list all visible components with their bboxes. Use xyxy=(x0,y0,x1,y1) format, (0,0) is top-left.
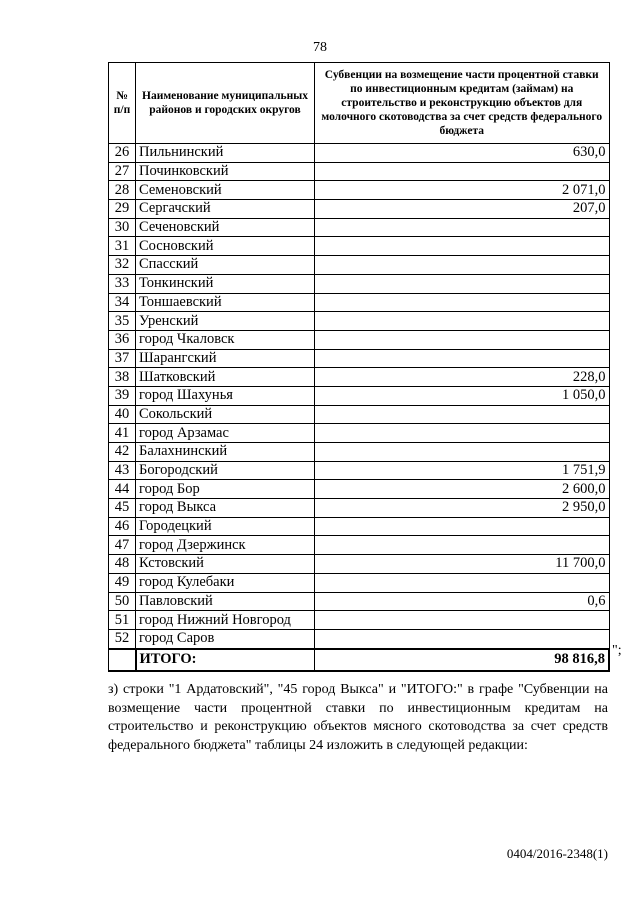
row-district-name: Сергачский xyxy=(136,200,315,219)
table-row xyxy=(109,461,610,480)
document-code: 0404/2016-2348(1) xyxy=(506,846,608,861)
row-district-name: город Бор xyxy=(136,480,315,499)
row-subsidy-value xyxy=(315,424,610,443)
row-subsidy-value: 2 950,0 xyxy=(315,499,610,518)
row-district-name: Тонкинский xyxy=(136,274,315,293)
row-subsidy-value xyxy=(315,330,610,349)
row-number: 44 xyxy=(109,480,136,499)
row-number: 36 xyxy=(109,330,136,349)
row-subsidy-value: 2 600,0 xyxy=(315,480,610,499)
row-number: 37 xyxy=(109,349,136,368)
row-number: 34 xyxy=(109,293,136,312)
row-number: 50 xyxy=(109,592,136,611)
row-number: 39 xyxy=(109,386,136,405)
table-row xyxy=(109,555,610,574)
row-number: 49 xyxy=(109,573,136,592)
table-row xyxy=(109,517,610,536)
row-subsidy-value xyxy=(315,274,610,293)
row-district-name: Шатковский xyxy=(136,368,315,387)
row-district-name: город Шахунья xyxy=(136,386,315,405)
table-row xyxy=(109,480,610,499)
row-number: 43 xyxy=(109,461,136,480)
row-district-name: Спасский xyxy=(136,256,315,275)
header-district-name: Наименование муниципальных районов и городских округов xyxy=(136,63,315,144)
row-subsidy-value xyxy=(315,312,610,331)
table-row xyxy=(109,349,610,368)
header-subsidy: Субвенции на возмещение части процентной ставки по инвестиционным кредитам (займам) на строительство и реконструкцию объектов для молочного скотоводства за счет средств федерального бюджета xyxy=(315,63,610,144)
row-subsidy-value xyxy=(315,611,610,630)
row-district-name: город Выкса xyxy=(136,499,315,518)
row-number: 33 xyxy=(109,274,136,293)
row-subsidy-value: 228,0 xyxy=(315,368,610,387)
row-subsidy-value xyxy=(315,162,610,181)
row-subsidy-value xyxy=(315,293,610,312)
table-body xyxy=(109,144,610,649)
row-subsidy-value xyxy=(315,237,610,256)
row-number: 48 xyxy=(109,555,136,574)
row-district-name: Сеченовский xyxy=(136,218,315,237)
row-district-name: Сокольский xyxy=(136,405,315,424)
table-row xyxy=(109,293,610,312)
row-subsidy-value xyxy=(315,349,610,368)
row-district-name: Балахнинский xyxy=(136,443,315,462)
row-district-name: город Чкаловск xyxy=(136,330,315,349)
row-district-name: город Нижний Новгород xyxy=(136,611,315,630)
row-number: 41 xyxy=(109,424,136,443)
row-subsidy-value xyxy=(315,218,610,237)
closing-quote: "; xyxy=(612,643,622,658)
row-subsidy-value xyxy=(315,443,610,462)
subsidy-table xyxy=(108,62,610,672)
row-district-name: Семеновский xyxy=(136,181,315,200)
table-row xyxy=(109,200,610,219)
row-subsidy-value: 1 050,0 xyxy=(315,386,610,405)
row-number: 32 xyxy=(109,256,136,275)
row-number: 35 xyxy=(109,312,136,331)
row-subsidy-value: 11 700,0 xyxy=(315,555,610,574)
table-row xyxy=(109,611,610,630)
table-row xyxy=(109,499,610,518)
row-subsidy-value: 207,0 xyxy=(315,200,610,219)
row-subsidy-value xyxy=(315,536,610,555)
table-row xyxy=(109,237,610,256)
row-number: 51 xyxy=(109,611,136,630)
table-row xyxy=(109,536,610,555)
row-subsidy-value xyxy=(315,256,610,275)
table-row xyxy=(109,162,610,181)
row-district-name: Починковский xyxy=(136,162,315,181)
row-number: 28 xyxy=(109,181,136,200)
row-number: 52 xyxy=(109,629,136,648)
row-subsidy-value: 0,6 xyxy=(315,592,610,611)
row-number: 45 xyxy=(109,499,136,518)
total-value: 98 816,8 xyxy=(315,649,610,671)
row-district-name: Тоншаевский xyxy=(136,293,315,312)
table-row xyxy=(109,144,610,163)
row-district-name: город Кулебаки xyxy=(136,573,315,592)
row-number: 47 xyxy=(109,536,136,555)
row-number: 42 xyxy=(109,443,136,462)
table-row xyxy=(109,386,610,405)
row-district-name: город Дзержинск xyxy=(136,536,315,555)
table-row xyxy=(109,256,610,275)
row-district-name: Городецкий xyxy=(136,517,315,536)
row-subsidy-value xyxy=(315,573,610,592)
row-number: 31 xyxy=(109,237,136,256)
row-district-name: город Саров xyxy=(136,629,315,648)
row-number: 27 xyxy=(109,162,136,181)
table-row xyxy=(109,592,610,611)
row-number: 29 xyxy=(109,200,136,219)
row-district-name: Сосновский xyxy=(136,237,315,256)
row-subsidy-value: 1 751,9 xyxy=(315,461,610,480)
row-district-name: Уренский xyxy=(136,312,315,331)
row-number: 30 xyxy=(109,218,136,237)
table-header-row xyxy=(109,63,610,144)
row-subsidy-value: 2 071,0 xyxy=(315,181,610,200)
table-row xyxy=(109,443,610,462)
table-row xyxy=(109,330,610,349)
header-number: № п/п xyxy=(109,63,136,144)
row-subsidy-value xyxy=(315,629,610,648)
table-row xyxy=(109,181,610,200)
row-number: 46 xyxy=(109,517,136,536)
total-label: ИТОГО: xyxy=(136,649,315,671)
total-row xyxy=(109,649,610,671)
row-district-name: Павловский xyxy=(136,592,315,611)
table-row xyxy=(109,368,610,387)
row-number: 38 xyxy=(109,368,136,387)
row-district-name: город Арзамас xyxy=(136,424,315,443)
amendment-paragraph: з) строки "1 Ардатовский", "45 город Выкса" и "ИТОГО:" в графе "Субвенции на возмещение части процентной ставки по инвестиционным кредитам на строительство и реконструкцию объектов мясного скотоводства за счет средств федерального бюджета" таблицы 24 изложить в следующей редакции: xyxy=(108,682,608,753)
row-subsidy-value: 630,0 xyxy=(315,144,610,163)
row-district-name: Шарангский xyxy=(136,349,315,368)
row-subsidy-value xyxy=(315,517,610,536)
table-row xyxy=(109,629,610,648)
table-row xyxy=(109,405,610,424)
row-number: 26 xyxy=(109,144,136,163)
table-row xyxy=(109,218,610,237)
row-number: 40 xyxy=(109,405,136,424)
total-num-cell xyxy=(109,649,136,671)
row-subsidy-value xyxy=(315,405,610,424)
row-district-name: Богородский xyxy=(136,461,315,480)
table-row xyxy=(109,424,610,443)
table-row xyxy=(109,312,610,331)
table-row xyxy=(109,573,610,592)
row-district-name: Кстовский xyxy=(136,555,315,574)
row-district-name: Пильнинский xyxy=(136,144,315,163)
table-row xyxy=(109,274,610,293)
page-number: 78 xyxy=(313,40,327,55)
